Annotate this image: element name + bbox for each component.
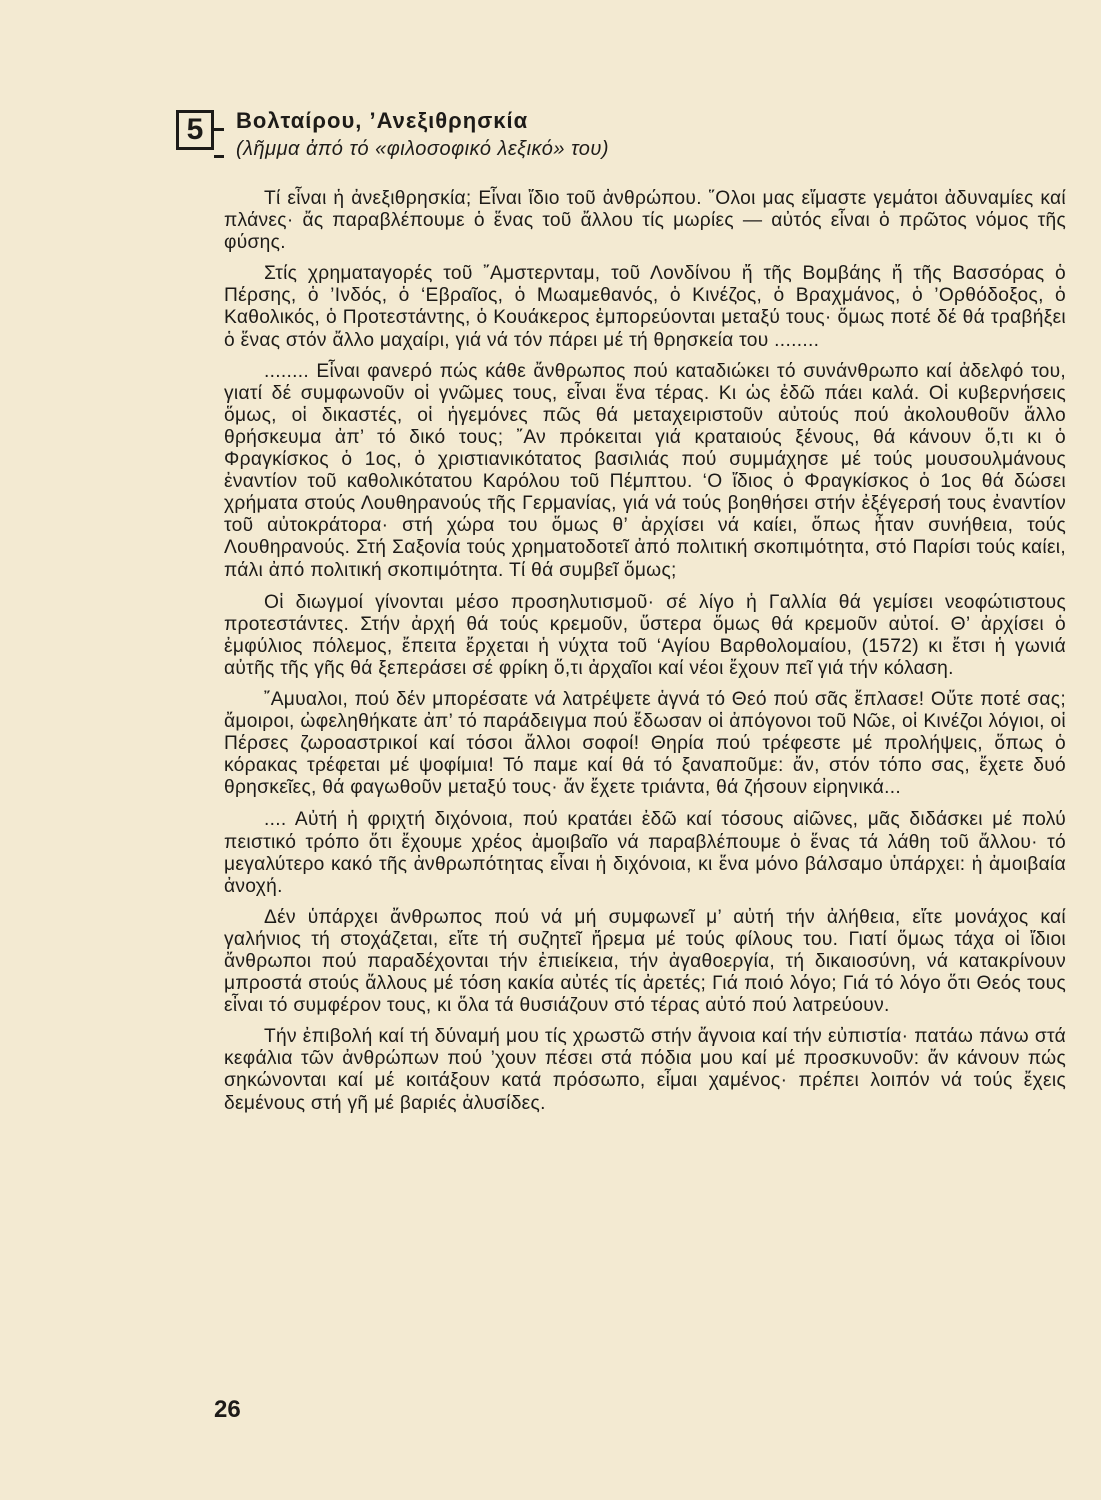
page-number: 26 <box>214 1396 241 1423</box>
body-text <box>224 188 1066 1124</box>
document-subtitle: (λῆμμα ἀπό τό «φιλοσοφικό λεξικό» του) <box>236 138 610 160</box>
section-number-box <box>176 110 214 150</box>
paragraph: .... Αὐτή ἡ φριχτή διχόνοια, πού κρατάει ἐδῶ καί τόσους αἰῶνες, μᾶς διδάσκει μέ πολύ πειστικό τρόπο ὅτι ἔχουμε χρέος ἀμοιβαῖο νά παραβλέπουμε ὁ ἕνας τά λάθη τοῦ ἄλλου· τό μεγαλύτερο κακό τῆς ἀνθρωπότητας εἶναι ἡ διχόνοια, κι ἕνα μόνο βάλσαμο ὑπάρχει: ἡ ἀμοιβαία ἀνοχή. <box>224 809 1066 897</box>
paragraph: Τί εἶναι ἡ ἀνεξιθρησκία; Εἶναι ἴδιο τοῦ ἀνθρώπου. ῞Ολοι μας εἴμαστε γεμάτοι ἀδυναμίες καί πλάνες· ἄς παραβλέπουμε ὁ ἕνας τοῦ ἄλλου τίς μωρίες — αὐτός εἶναι ὁ πρῶτος νόμος τῆς φύσης. <box>224 188 1066 254</box>
document-title: Βολταίρου, ’Ανεξιθρησκία <box>236 108 529 133</box>
section-number: 5 <box>186 113 204 146</box>
paragraph: Οἱ διωγμοί γίνονται μέσο προσηλυτισμοῦ· σέ λίγο ἡ Γαλλία θά γεμίσει νεοφώτιστους προτεστάντες. Στήν ἀρχή θά τούς κρεμοῦν, ὕστερα ὅμως θά κρεμοῦν αὐτοί. Θ’ ἀρχίσει ὁ ἐμφύλιος πόλεμος, ἔπειτα ἔρχεται ἡ νύχτα τοῦ ‘Αγίου Βαρθολομαίου, (1572) κι ἔτσι ἡ γωνιά αὐτῆς τῆς γῆς θά ξεπεράσει σέ φρίκη ὅ,τι ἀρχαῖοι καί νέοι ἔχουν πεῖ γιά τήν κόλαση. <box>224 591 1066 679</box>
paragraph: ῎Αμυαλοι, πού δέν μπορέσατε νά λατρέψετε ἁγνά τό Θεό πού σᾶς ἔπλασε! Οὔτε ποτέ σας; ἄμοιροι, ὠφεληθήκατε ἀπ’ τό παράδειγμα πού ἔδωσαν οἱ ἀπόγονοι τοῦ Νῶε, οἱ Κινέζοι λόγιοι, οἱ Πέρσες ζωροαστρικοί καί τόσοι ἄλλοι σοφοί! Θηρία πού τρέφεστε μέ προλήψεις, ὅπως ὁ κόρακας τρέφεται μέ ψοφίμια! Τό παμε καί θά τό ξαναποῦμε: ἄν, στόν τόπο σας, ἔχετε δυό θρησκεῖες, θά φαγωθοῦν μεταξύ τους· ἄν ἔχετε τριάντα, θά ζήσουν εἰρηνικά... <box>224 688 1066 799</box>
paragraph: Δέν ὑπάρχει ἄνθρωπος πού νά μή συμφωνεῖ μ’ αὐτή τήν ἀλήθεια, εἴτε μονάχος καί γαλήνιος τή στοχάζεται, εἴτε τή συζητεῖ ἤρεμα μέ τούς φίλους του. Γιατί ὅμως τάχα οἱ ἴδιοι ἄνθρωποι πού παραδέχονται τήν ἐπιείκεια, τήν ἀγαθοεργία, τή δικαιοσύνη, νά κατακρίνουν μπροστά στούς ἄλλους μέ τόση κακία αὐτές τίς ἀρετές; Γιά ποιό λόγο; Γιά τό λόγο ὅτι Θεός τους εἶναι τό συμφέρον τους, κι ὅλα τά θυσιάζουν στό τέρας αὐτό πού λατρεύουν. <box>224 906 1066 1017</box>
paragraph: Στίς χρηματαγορές τοῦ ῎Αμστερνταμ, τοῦ Λονδίνου ἤ τῆς Βομβάης ἤ τῆς Βασσόρας ὁ Πέρσης, ὁ ’Ινδός, ὁ ‘Εβραῖος, ὁ Μωαμεθανός, ὁ Κινέζος, ὁ Βραχμάνος, ὁ ’Ορθόδοξος, ὁ Καθολικός, ὁ Προτεστάντης, ὁ Κουάκερος ἐμπορεύονται μεταξύ τους· ὅμως ποτέ δέ θά τραβήξει ὁ ἕνας στόν ἄλλο μαχαίρι, γιά νά τόν πάρει μέ τή θρησκεία του ........ <box>224 263 1066 351</box>
paragraph: Τήν ἐπιβολή καί τή δύναμή μου τίς χρωστῶ στήν ἄγνοια καί τήν εὐπιστία· πατάω πάνω στά κεφάλια τῶν ἀνθρώπων πού ’χουν πέσει στά πόδια μου καί μέ προσκυνοῦν: ἄν κάνουν πώς σηκώνονται καί μέ κοιτάξουν κατά πρόσωπο, εἶμαι χαμένος· πρέπει λοιπόν νά τούς ἔχεις δεμένους στή γῆ μέ βαριές ἁλυσίδες. <box>224 1026 1066 1114</box>
paragraph: ........ Εἶναι φανερό πώς κάθε ἄνθρωπος πού καταδιώκει τό συνάνθρωπο καί ἀδελφό του, γιατί δέ συμφωνοῦν οἱ γνῶμες τους, εἶναι ἕνα τέρας. Κι ὡς ἐδῶ πάει καλά. Οἱ κυβερνήσεις ὅμως, οἱ δικαστές, οἱ ἡγεμόνες πῶς θά μεταχειριστοῦν αὐτούς πού ἀκολουθοῦν ἄλλο θρήσκευμα ἀπ’ τό δικό τους; ῎Αν πρόκειται γιά κραταιούς ξένους, θά κάνουν ὅ,τι κι ὁ Φραγκίσκος ὁ 1ος, ὁ χριστιανικότατος βασιλιάς πού συμμάχησε μέ τούς μουσουλμάνους ἐναντίον τοῦ καθολικότατου Καρόλου τοῦ Πέμπτου. ‘Ο ἴδιος ὁ Φραγκίσκος ὁ 1ος θά δώσει χρήματα στούς Λουθηρανούς τῆς Γερμανίας, γιά νά τούς βοηθήσει στήν ἐξέγερσή τους ἐναντίον τοῦ αὐτοκράτορα· στή χώρα του ὅμως θ’ ἀρχίσει νά καίει, ὅπως ἦταν συνήθεια, τούς Λουθηρανούς. Στή Σαξονία τούς χρηματοδοτεῖ ἀπό πολιτική σκοπιμότητα, στό Παρίσι τούς καίει, πάλι ἀπό πολιτική σκοπιμότητα. Τί θά συμβεῖ ὅμως; <box>224 360 1066 581</box>
section-bracket-decoration <box>214 128 224 158</box>
